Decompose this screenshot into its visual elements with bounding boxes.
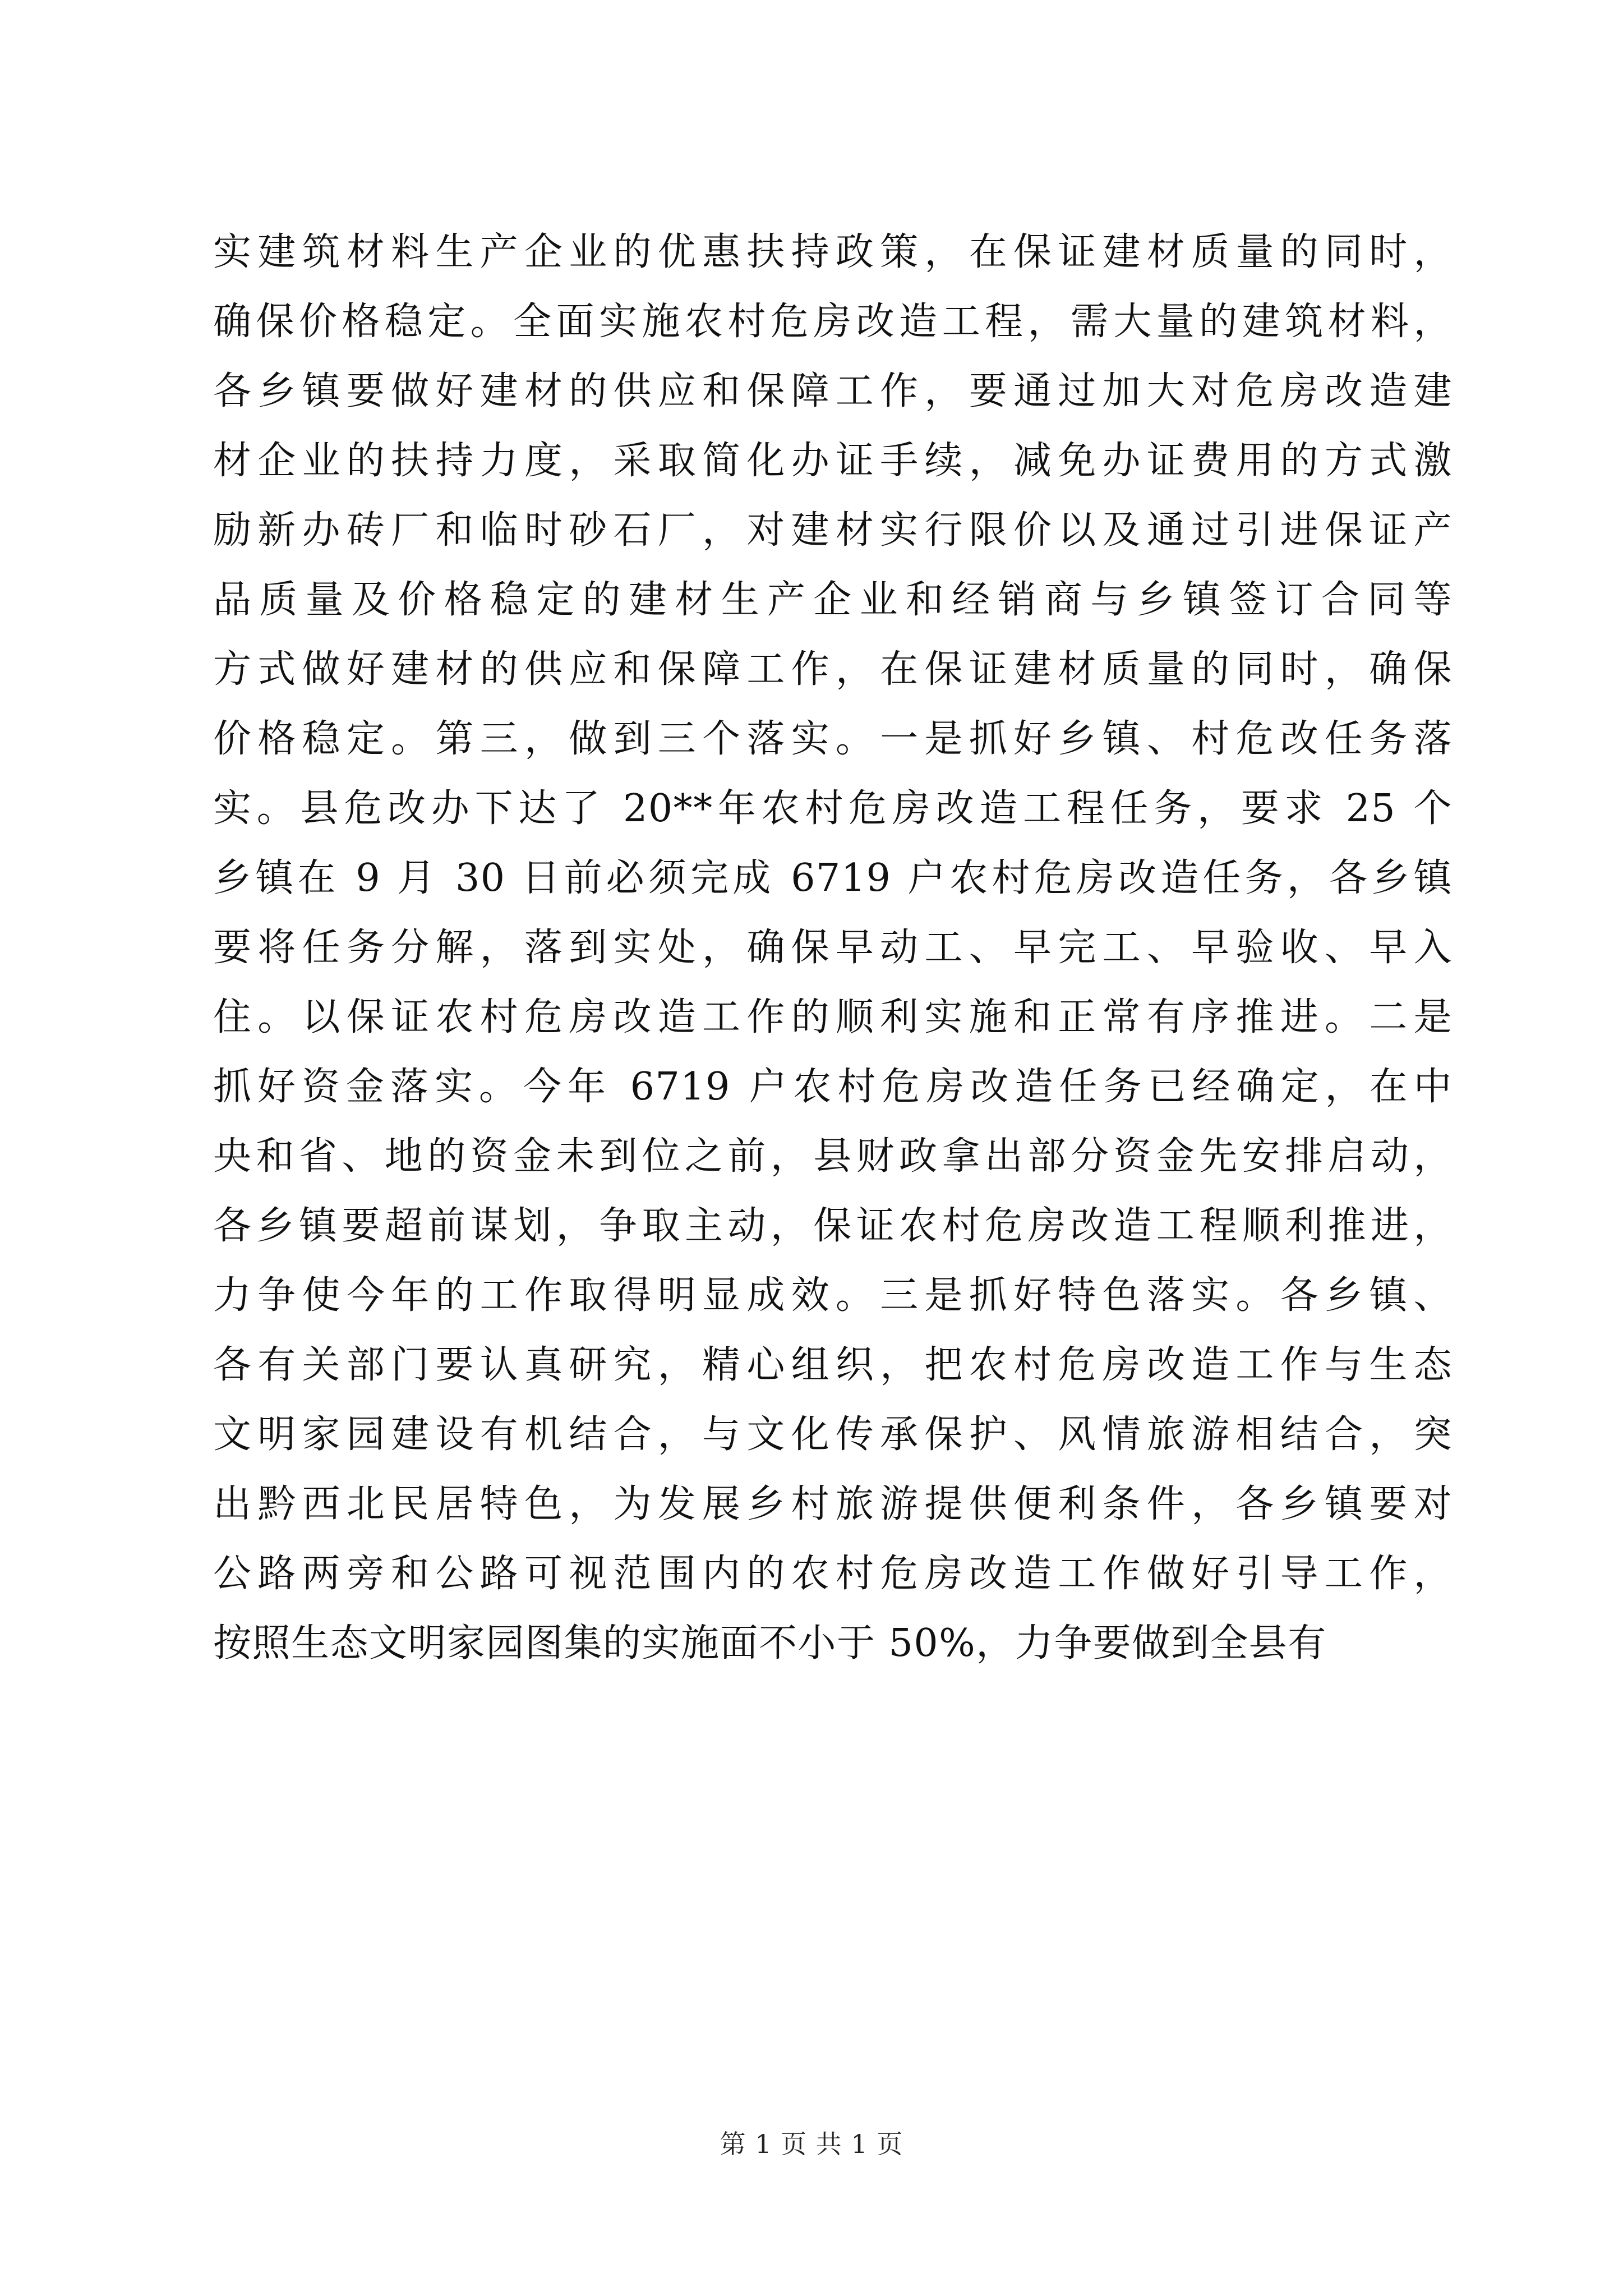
text-line: 文明家园建设有机结合，与文化传承保护、风情旅游相结合，突	[213, 1412, 1453, 1457]
text-line: 各有关部门要认真研究，精心组织，把农村危房改造工作与生态	[213, 1343, 1453, 1387]
page-number-footer: 第 1 页 共 1 页	[720, 2129, 903, 2159]
text-line: 材企业的扶持力度，采取简化办证手续，减免办证费用的方式激	[213, 439, 1453, 483]
text-line: 要将任务分解，落到实处，确保早动工、早完工、早验收、早入	[213, 926, 1453, 970]
text-line: 确保价格稳定。全面实施农村危房改造工程，需大量的建筑材料，	[213, 300, 1453, 344]
text-line: 实。县危改办下达了 20**年农村危房改造工程任务，要求 25 个	[213, 786, 1453, 831]
text-line: 力争使今年的工作取得明显成效。三是抓好特色落实。各乡镇、	[213, 1273, 1453, 1318]
text-line: 各乡镇要做好建材的供应和保障工作，要通过加大对危房改造建	[213, 369, 1453, 413]
text-line: 实建筑材料生产企业的优惠扶持政策，在保证建材质量的同时，	[213, 230, 1453, 274]
text-line: 价格稳定。第三，做到三个落实。一是抓好乡镇、村危改任务落	[213, 717, 1453, 761]
body-paragraph	[213, 218, 1453, 1678]
text-line: 方式做好建材的供应和保障工作，在保证建材质量的同时，确保	[213, 647, 1453, 692]
text-line: 乡镇在 9 月 30 日前必须完成 6719 户农村危房改造任务，各乡镇	[213, 856, 1453, 900]
text-line: 按照生态文明家园图集的实施面不小于 50%，力争要做到全县有	[213, 1621, 1327, 1665]
text-line: 公路两旁和公路可视范围内的农村危房改造工作做好引导工作，	[213, 1552, 1453, 1596]
text-line: 住。以保证农村危房改造工作的顺利实施和正常有序推进。二是	[213, 995, 1453, 1039]
text-line: 各乡镇要超前谋划，争取主动，保证农村危房改造工程顺利推进，	[213, 1204, 1453, 1248]
text-line: 励新办砖厂和临时砂石厂，对建材实行限价以及通过引进保证产	[213, 508, 1453, 553]
text-line: 出黔西北民居特色，为发展乡村旅游提供便利条件，各乡镇要对	[213, 1482, 1453, 1526]
text-line: 抓好资金落实。今年 6719 户农村危房改造任务已经确定，在中	[213, 1065, 1453, 1109]
text-line: 品质量及价格稳定的建材生产企业和经销商与乡镇签订合同等	[213, 578, 1453, 622]
text-line: 央和省、地的资金未到位之前，县财政拿出部分资金先安排启动，	[213, 1134, 1453, 1179]
